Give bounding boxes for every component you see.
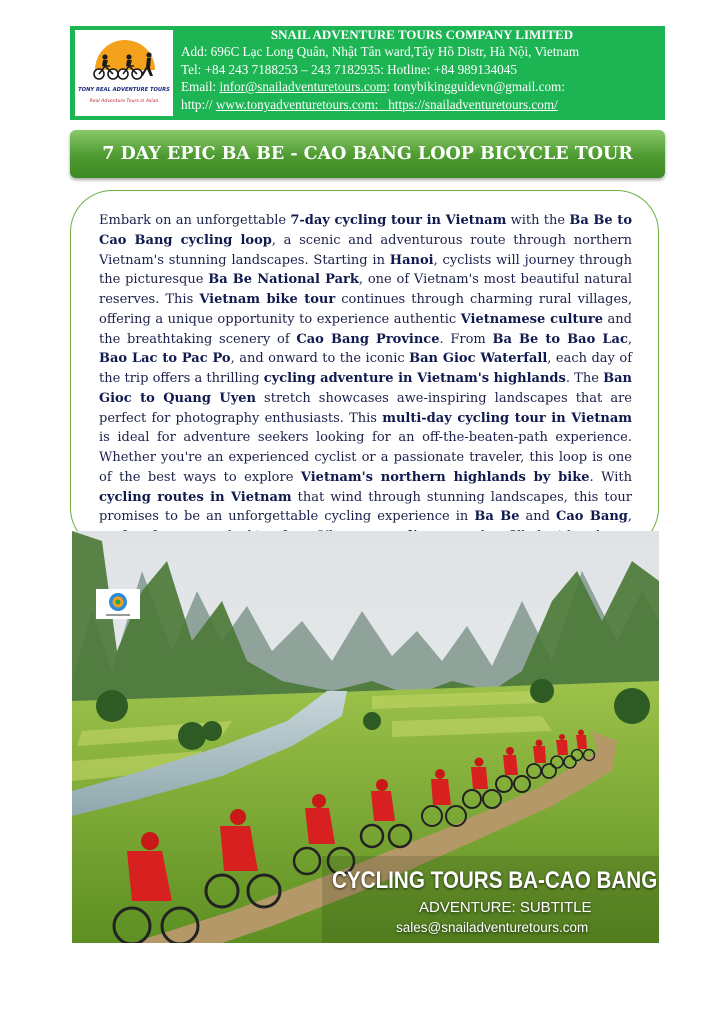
intro-highlight: Bao Lac to Pac Po [99, 351, 231, 367]
intro-text: and [519, 509, 557, 525]
intro-highlight: Vietnamese culture [460, 311, 604, 327]
intro-text: . From [439, 331, 493, 347]
tour-intro-box [70, 190, 659, 550]
tour-intro-text [99, 211, 632, 567]
company-logo [75, 30, 173, 116]
intro-text: , one of Vietnam's most beautiful natural reserves. This [99, 272, 633, 307]
intro-text: , cyclists will journey through the picturesque [99, 252, 632, 288]
email-suffix: : tonybikingguidevn@gmail.com: [386, 79, 565, 94]
company-phone: Tel: +84 243 7188253 – 243 7182935: Hotline: +84 989134045 [181, 62, 517, 77]
photo-overlay-subtitle: ADVENTURE: SUBTITLE [419, 899, 592, 916]
intro-text: , each day of the trip offers a thrilling [99, 351, 633, 386]
intro-text: with the [506, 213, 570, 228]
intro-highlight: Ba Be National Park [208, 272, 359, 288]
website-link-snailadventure[interactable]: https://snailadventuretours.com/ [388, 97, 558, 112]
snail-swirl-icon [96, 589, 140, 619]
intro-highlight: Ba Be to Bao Lac [492, 331, 628, 347]
intro-highlight: Ba Be [474, 509, 520, 525]
intro-text: . With [589, 469, 632, 485]
intro-highlight: Hanoi [389, 252, 434, 268]
intro-text: . The [565, 371, 604, 386]
tour-title-banner [70, 130, 665, 178]
intro-text: continues through charming rural villages, offering a unique opportunity to experience authentic [99, 292, 633, 327]
intro-text: , and onward to the iconic [230, 351, 410, 367]
intro-highlight: cycling routes in Vietnam [99, 489, 292, 505]
logo-tagline: Real Adventure Tours in Asian [89, 99, 159, 104]
intro-text: and the breathtaking scenery of [99, 311, 632, 347]
email-prefix: Email: [181, 79, 220, 94]
intro-highlight: Vietnam bike tour [199, 292, 336, 307]
logo-name: TONY REAL ADVENTURE TOURS [78, 87, 170, 93]
intro-text: , a scenic and adventurous route through northern Vietnam's stunning landscapes. Starting in [99, 232, 632, 268]
tour-title: 7 DAY EPIC BA BE - CAO BANG LOOP BICYCLE TOUR [102, 144, 633, 164]
web-prefix: http:// [181, 97, 216, 112]
photo-overlay-title: CYCLING TOURS BA-CAO BANG [332, 867, 658, 894]
intro-text: that wind through stunning landscapes, this tour promises to be an unforgettable cycling experience in [99, 489, 632, 525]
company-web-line [181, 96, 558, 113]
intro-highlight: multi-day cycling tour in Vietnam [382, 410, 632, 426]
cycling-tour-photo [72, 531, 659, 943]
company-address: Add: 696C Lạc Long Quân, Nhật Tân ward,Tây Hồ Distr, Hà Nội, Vietnam [181, 44, 580, 59]
company-header [70, 26, 665, 120]
intro-highlight: Cao Bang Province [296, 331, 440, 347]
intro-highlight: 7-day cycling tour in Vietnam [290, 213, 507, 228]
website-link-tonyadventure[interactable]: www.tonyadventuretours.com:_ [215, 97, 389, 112]
intro-highlight: cycling adventure in Vietnam's highlands [263, 371, 566, 386]
intro-highlight: Cao Bang [556, 509, 628, 525]
intro-text: Embark on an unforgettable [99, 213, 291, 228]
intro-text: stretch showcases awe-inspiring landscapes that are perfect for photography enthusiasts. This [99, 390, 632, 426]
intro-text: is ideal for adventure seekers looking for an off-the-beaten-path experience. Whether you're an experienced cyclist or a passionate traveler, this loop is one of the best ways to explore [99, 430, 632, 485]
company-name: SNAIL ADVENTURE TOURS COMPANY LIMITED [270, 27, 574, 42]
intro-highlight: Ban Gioc to Quang Uyen [99, 371, 632, 406]
intro-text: , [627, 331, 633, 347]
email-link[interactable]: infor@snailadventuretours.com [219, 79, 387, 94]
photo-overlay-email: sales@snailadventuretours.com [396, 920, 589, 935]
photo-badge-logo [96, 589, 140, 619]
intro-highlight: Vietnam's northern highlands by bike [300, 469, 590, 485]
intro-highlight: Ba Be to Cao Bang cycling loop [99, 213, 632, 248]
intro-text: , [627, 509, 633, 525]
intro-highlight: Ban Gioc Waterfall [409, 351, 548, 367]
company-email-line [181, 78, 565, 95]
